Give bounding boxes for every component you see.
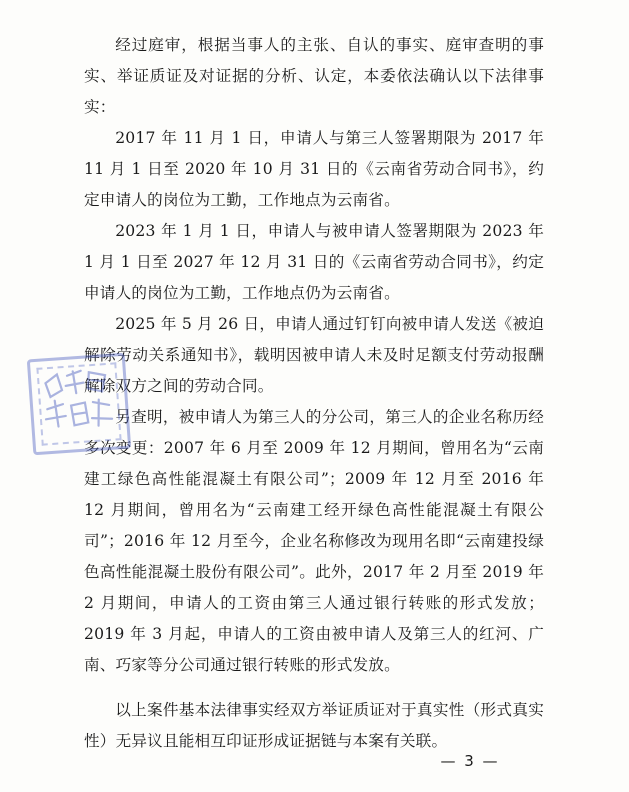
page-number: — 3 — — [440, 752, 500, 770]
seal-stamp-glyphs — [30, 356, 128, 452]
paragraph-2023-contract: 2023 年 1 月 1 日，申请人与被申请人签署期限为 2023 年 1 月 1 日至 2027 年 12 月 31 日的《云南省劳动合同书》，约定申请人的岗位为工勤，工作地点仍为云南省。 — [84, 222, 544, 302]
document-body — [84, 30, 544, 757]
paragraph-additional-findings: 另查明，被申请人为第三人的分公司，第三人的企业名称历经多次变更：2007 年 6 月至 2009 年 12 月期间，曾用名为“云南建工绿色高性能混凝土有限公司”；2009 年 12 月至 2016 年 12 月期间，曾用名为“云南建工经开绿色高性能混凝土有限公司”；2016 年 12 月至今，企业名称修改为现用名即“云南建投绿色高性能混凝土股份有限公司”。此外，2017 年 2 月至 2019 年 2 月期间，申请人的工资由第三人通过银行转账的形式发放；2019 年 3 月起，申请人的工资由被申请人及第三人的红河、广南、巧家等分公司通过银行转账的形式发放。 — [84, 408, 544, 674]
paragraph-conclusion: 以上案件基本法律事实经双方举证质证对于真实性（形式真实性）无异议且能相互印证形成证据链与本案有关联。 — [84, 701, 544, 750]
seal-stamp — [27, 353, 131, 456]
paragraph-intro: 经过庭审，根据当事人的主张、自认的事实、庭审查明的事实、举证质证及对证据的分析、认定，本委依法确认以下法律事实： — [84, 36, 544, 116]
paragraph-2017-contract: 2017 年 11 月 1 日，申请人与第三人签署期限为 2017 年 11 月 1 日至 2020 年 10 月 31 日的《云南省劳动合同书》，约定申请人的岗位为工勤，工作地点为云南省。 — [84, 129, 544, 209]
paragraph-termination-notice: 2025 年 5 月 26 日，申请人通过钉钉向被申请人发送《被迫解除劳动关系通知书》，载明因被申请人未及时足额支付劳动报酬解除双方之间的劳动合同。 — [84, 315, 544, 395]
